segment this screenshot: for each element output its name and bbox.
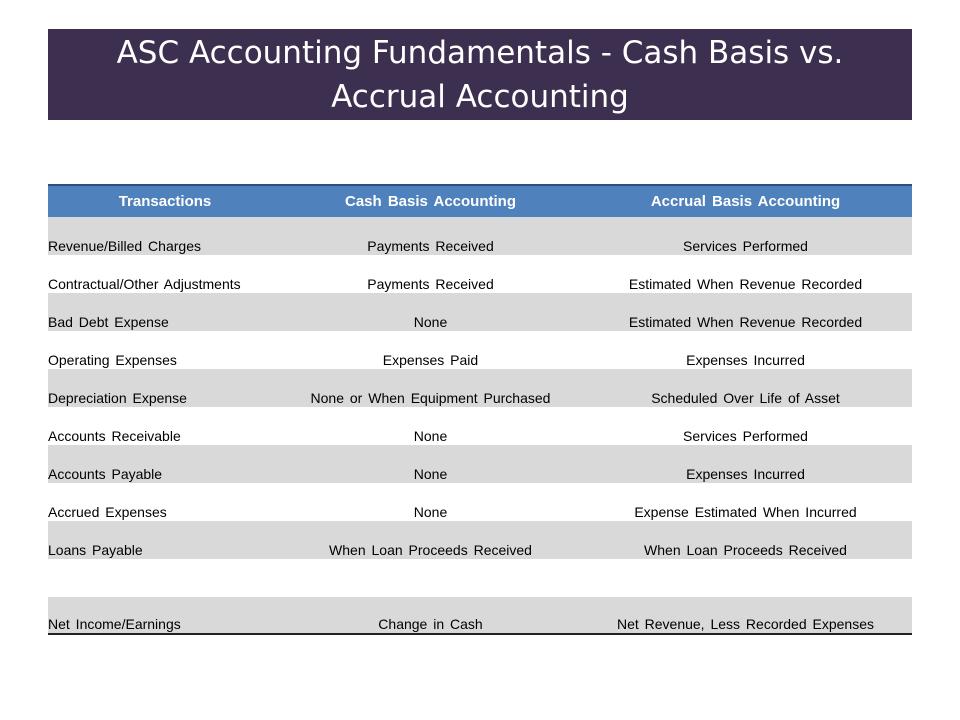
cash-basis-cell: Expenses Paid — [382, 352, 479, 368]
cash-basis-cell — [282, 559, 579, 597]
transaction-cell: Bad Debt Expense — [48, 314, 169, 330]
transaction-cell: Loans Payable — [48, 542, 143, 558]
accrual-basis-cell: Expenses Incurred — [686, 466, 805, 482]
cash-basis-cell: None — [413, 504, 448, 520]
transaction-cell: Operating Expenses — [48, 352, 177, 368]
cash-basis-cell: None or When Equipment Purchased — [310, 390, 551, 406]
table-row — [48, 255, 912, 293]
transaction-cell: Contractual/Other Adjustments — [48, 276, 241, 292]
table-row — [48, 521, 912, 559]
table-header-row — [48, 184, 912, 217]
cash-basis-cell: When Loan Proceeds Received — [329, 542, 532, 558]
transaction-cell: Accounts Payable — [48, 466, 163, 482]
table-row-spacer — [48, 559, 912, 597]
table-row — [48, 217, 912, 255]
table-row — [48, 445, 912, 483]
cash-basis-cell: None — [413, 466, 448, 482]
transaction-cell: Accounts Receivable — [48, 428, 181, 444]
header-cash-basis: Cash Basis Accounting — [345, 193, 516, 210]
cash-basis-cell: Payments Received — [367, 238, 494, 254]
cash-basis-cell: Change in Cash — [378, 616, 483, 632]
cash-basis-cell: None — [413, 314, 448, 330]
header-transactions: Transactions — [118, 193, 212, 210]
cash-basis-cell: None — [413, 428, 448, 444]
comparison-table — [48, 184, 912, 635]
table-row — [48, 293, 912, 331]
accrual-basis-cell: Estimated When Revenue Recorded — [628, 276, 863, 292]
accrual-basis-cell: Expenses Incurred — [686, 352, 805, 368]
transaction-cell: Revenue/Billed Charges — [48, 238, 201, 254]
accrual-basis-cell: Expense Estimated When Incurred — [634, 504, 857, 520]
transaction-cell: Accrued Expenses — [48, 504, 167, 520]
accrual-basis-cell: Estimated When Revenue Recorded — [628, 314, 863, 330]
slide-title: ASC Accounting Fundamentals - Cash Basis vs. Accrual Accounting — [116, 35, 844, 115]
transaction-cell: Net Income/Earnings — [48, 616, 181, 632]
accrual-basis-cell: Services Performed — [683, 238, 808, 254]
title-banner — [48, 29, 912, 120]
table-row — [48, 369, 912, 407]
accrual-basis-cell: Services Performed — [683, 428, 808, 444]
accrual-basis-cell: When Loan Proceeds Received — [644, 542, 847, 558]
transaction-cell: Depreciation Expense — [48, 390, 187, 406]
accrual-basis-cell — [579, 559, 912, 597]
accrual-basis-cell: Net Revenue, Less Recorded Expenses — [616, 616, 875, 632]
table-row — [48, 483, 912, 521]
header-accrual-basis: Accrual Basis Accounting — [650, 193, 841, 210]
transaction-cell — [48, 559, 282, 597]
table-row-net-income — [48, 597, 912, 635]
table-row — [48, 331, 912, 369]
table-row — [48, 407, 912, 445]
accrual-basis-cell: Scheduled Over Life of Asset — [651, 390, 840, 406]
cash-basis-cell: Payments Received — [367, 276, 494, 292]
